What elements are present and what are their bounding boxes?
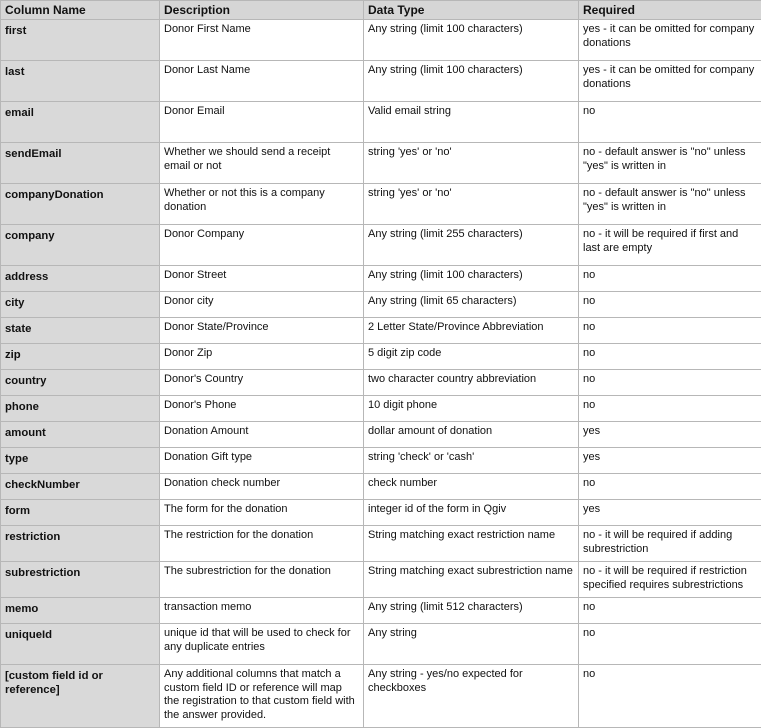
cell-data-type: 10 digit phone — [364, 396, 579, 422]
cell-data-type: Any string (limit 100 characters) — [364, 266, 579, 292]
cell-column-name: first — [1, 20, 160, 61]
cell-column-name: amount — [1, 422, 160, 448]
cell-description: Donation Gift type — [160, 448, 364, 474]
cell-required: no — [579, 344, 761, 370]
cell-description: Whether we should send a receipt email or not — [160, 143, 364, 184]
cell-data-type: 5 digit zip code — [364, 344, 579, 370]
cell-required: yes — [579, 500, 761, 526]
table-row — [1, 474, 761, 500]
cell-column-name: checkNumber — [1, 474, 160, 500]
cell-description: Donor First Name — [160, 20, 364, 61]
cell-column-name: uniqueId — [1, 624, 160, 665]
cell-required: no — [579, 624, 761, 665]
cell-column-name: subrestriction — [1, 562, 160, 598]
cell-column-name: companyDonation — [1, 184, 160, 225]
cell-description: Donor Last Name — [160, 61, 364, 102]
cell-column-name: company — [1, 225, 160, 266]
cell-column-name: restriction — [1, 526, 160, 562]
cell-description: unique id that will be used to check for any duplicate entries — [160, 624, 364, 665]
header-required: Required — [579, 1, 761, 20]
cell-description: Whether or not this is a company donation — [160, 184, 364, 225]
cell-column-name: type — [1, 448, 160, 474]
cell-data-type: dollar amount of donation — [364, 422, 579, 448]
table-row — [1, 292, 761, 318]
cell-data-type: integer id of the form in Qgiv — [364, 500, 579, 526]
cell-required: no — [579, 474, 761, 500]
cell-description: Donor Company — [160, 225, 364, 266]
cell-data-type: Any string (limit 255 characters) — [364, 225, 579, 266]
cell-required: no — [579, 102, 761, 143]
cell-required: yes — [579, 448, 761, 474]
cell-required: no — [579, 318, 761, 344]
table-row — [1, 422, 761, 448]
cell-description: Donation Amount — [160, 422, 364, 448]
cell-data-type: string 'check' or 'cash' — [364, 448, 579, 474]
cell-description: The form for the donation — [160, 500, 364, 526]
cell-required: no — [579, 370, 761, 396]
cell-column-name: address — [1, 266, 160, 292]
cell-description: Donor Email — [160, 102, 364, 143]
cell-data-type: Any string (limit 65 characters) — [364, 292, 579, 318]
cell-data-type: Any string (limit 100 characters) — [364, 61, 579, 102]
header-row — [1, 1, 761, 20]
table-row — [1, 448, 761, 474]
cell-description: Donor's Phone — [160, 396, 364, 422]
cell-data-type: String matching exact subrestriction name — [364, 562, 579, 598]
cell-required: no — [579, 598, 761, 624]
cell-data-type: 2 Letter State/Province Abbreviation — [364, 318, 579, 344]
header-data-type: Data Type — [364, 1, 579, 20]
table-row — [1, 500, 761, 526]
table-row — [1, 344, 761, 370]
cell-description: Donor State/Province — [160, 318, 364, 344]
cell-description: Donor Street — [160, 266, 364, 292]
cell-data-type: Any string — [364, 624, 579, 665]
table-row — [1, 562, 761, 598]
cell-data-type: String matching exact restriction name — [364, 526, 579, 562]
table-row — [1, 102, 761, 143]
cell-column-name: country — [1, 370, 160, 396]
table-row — [1, 318, 761, 344]
table-row — [1, 143, 761, 184]
cell-column-name: city — [1, 292, 160, 318]
cell-column-name: [custom field id or reference] — [1, 665, 160, 728]
cell-description: The restriction for the donation — [160, 526, 364, 562]
table-row — [1, 184, 761, 225]
cell-description: Any additional columns that match a custom field ID or reference will map the registration to that custom field with the answer provided. — [160, 665, 364, 728]
cell-required: no - default answer is "no" unless "yes" is written in — [579, 143, 761, 184]
header-column-name: Column Name — [1, 1, 160, 20]
cell-data-type: two character country abbreviation — [364, 370, 579, 396]
table-row — [1, 665, 761, 728]
cell-required: no — [579, 292, 761, 318]
cell-required: no - default answer is "no" unless "yes" is written in — [579, 184, 761, 225]
header-description: Description — [160, 1, 364, 20]
cell-required: no — [579, 396, 761, 422]
cell-column-name: phone — [1, 396, 160, 422]
cell-required: yes - it can be omitted for company donations — [579, 20, 761, 61]
cell-data-type: string 'yes' or 'no' — [364, 143, 579, 184]
cell-column-name: email — [1, 102, 160, 143]
cell-data-type: Any string (limit 100 characters) — [364, 20, 579, 61]
cell-description: Donor Zip — [160, 344, 364, 370]
table-row — [1, 598, 761, 624]
cell-data-type: Any string - yes/no expected for checkboxes — [364, 665, 579, 728]
table-row — [1, 526, 761, 562]
cell-required: no - it will be required if first and last are empty — [579, 225, 761, 266]
cell-required: yes — [579, 422, 761, 448]
cell-column-name: zip — [1, 344, 160, 370]
cell-required: no - it will be required if restriction specified requires subrestrictions — [579, 562, 761, 598]
cell-required: no — [579, 266, 761, 292]
table-row — [1, 396, 761, 422]
table-row — [1, 624, 761, 665]
cell-column-name: memo — [1, 598, 160, 624]
cell-data-type: string 'yes' or 'no' — [364, 184, 579, 225]
cell-column-name: sendEmail — [1, 143, 160, 184]
cell-description: Donor city — [160, 292, 364, 318]
cell-column-name: form — [1, 500, 160, 526]
cell-column-name: state — [1, 318, 160, 344]
table-row — [1, 61, 761, 102]
cell-required: yes - it can be omitted for company donations — [579, 61, 761, 102]
table-row — [1, 370, 761, 396]
cell-description: transaction memo — [160, 598, 364, 624]
cell-data-type: Any string (limit 512 characters) — [364, 598, 579, 624]
cell-description: Donor's Country — [160, 370, 364, 396]
cell-column-name: last — [1, 61, 160, 102]
cell-required: no — [579, 665, 761, 728]
cell-description: The subrestriction for the donation — [160, 562, 364, 598]
cell-description: Donation check number — [160, 474, 364, 500]
cell-required: no - it will be required if adding subrestriction — [579, 526, 761, 562]
table-row — [1, 266, 761, 292]
cell-data-type: Valid email string — [364, 102, 579, 143]
table-row — [1, 225, 761, 266]
cell-data-type: check number — [364, 474, 579, 500]
table-row — [1, 20, 761, 61]
